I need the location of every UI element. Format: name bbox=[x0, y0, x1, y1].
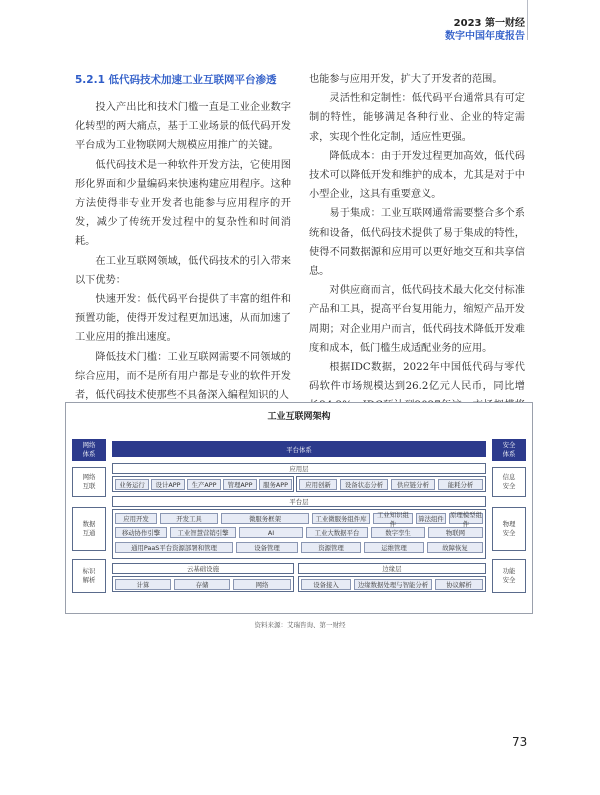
paragraph: 降低技术门槛：工业互联网需要不同领域的综合应用，而不是所有用户都是专业的软件开发者，低代码技术使那些不具备深入编程知识的人 bbox=[75, 351, 291, 402]
platform-item: 移动协作引擎 bbox=[115, 527, 167, 538]
platform-item: 设备管理 bbox=[236, 542, 298, 553]
platform-item: 原理模型组件 bbox=[450, 510, 482, 528]
app-item: 应用创新 bbox=[299, 479, 337, 490]
app-item: 供应链分析 bbox=[391, 479, 435, 490]
platform-item: 微服务框架 bbox=[221, 513, 309, 524]
cloud-item: 存储 bbox=[174, 579, 230, 590]
platform-item: 算法组件 bbox=[416, 513, 446, 524]
paragraph: 在工业互联网领域，低代码技术的引入带来以下优势： bbox=[75, 255, 291, 286]
side-label-identifier: 标识 解析 bbox=[72, 559, 106, 593]
platform-system-bar: 平台体系 bbox=[112, 441, 486, 457]
platform-item: 工业知识组件 bbox=[373, 513, 413, 524]
app-item: 设计APP bbox=[151, 479, 185, 490]
app-item: 服务APP bbox=[259, 479, 292, 490]
paragraph: 降低成本：由于开发过程更加高效，低代码技术可以降低开发和维护的成本，尤其是对于中小型企业，这具有重要意义。 bbox=[309, 150, 525, 201]
paragraph: 对供应商而言，低代码技术最大化交付标准产品和工具，提高平台复用能力，缩短产品开发周期；对企业用户而言，低代码技术降低开发难度和成本，低门槛生成适配业务的应用。 bbox=[309, 285, 525, 354]
source-note: 资料来源：艾瑞咨询、第一财经 bbox=[254, 621, 346, 629]
platform-item: 物联网 bbox=[428, 527, 483, 538]
platform-item: 数字孪生 bbox=[371, 527, 425, 538]
app-item: 管理APP bbox=[223, 479, 257, 490]
app-item: 设备状态分析 bbox=[340, 479, 388, 490]
platform-item: 工业大数据平台 bbox=[306, 527, 368, 538]
edge-layer-label: 边缘层 bbox=[298, 563, 486, 574]
platform-item: 通用PaaS平台资源部署和管理 bbox=[115, 542, 233, 553]
edge-item: 边缘数据处理与智能分析 bbox=[354, 579, 432, 590]
app-layer-label: 应用层 bbox=[112, 463, 486, 474]
left-column bbox=[75, 70, 291, 405]
platform-item: 运维管理 bbox=[364, 542, 424, 553]
paragraph: 投入产出比和技术门槛一直是工业企业数字化转型的两大痛点，基于工业场景的低代码开发平台成为工业物联网大规模应用推广的关键。 bbox=[75, 102, 291, 152]
platform-item: 应用开发 bbox=[115, 513, 157, 524]
cloud-item: 网络 bbox=[233, 579, 291, 590]
header-title: 2023 第一财经 bbox=[453, 18, 525, 29]
section-title: 5.2.1 低代码技术加速工业互联网平台渗透 bbox=[75, 74, 277, 86]
page-number: 73 bbox=[512, 735, 528, 749]
platform-item: AI bbox=[239, 527, 303, 538]
side-label-info-security: 信息 安全 bbox=[492, 467, 526, 497]
paragraph: 根据IDC数据，2022年中国低代码与零代码软件市场规模达到26.2亿元人民币，同比增 bbox=[309, 362, 525, 393]
paragraph: 低代码技术是一种软件开发方法，它使用图形化界面和少量编码来快速构建应用程序。这种方法使得非专业开发者也能参与应用程序的开发，减少了传统开发过程中的复杂性和时间消耗。 bbox=[75, 159, 291, 248]
side-label-functional-security: 功能 安全 bbox=[492, 559, 526, 593]
side-label-security-system: 安全 体系 bbox=[492, 439, 526, 461]
platform-item: 工业微服务组件库 bbox=[312, 513, 370, 524]
right-column bbox=[309, 70, 525, 454]
side-label-physical-security: 物理 安全 bbox=[492, 507, 526, 551]
platform-item: 资源管理 bbox=[301, 542, 361, 553]
diagram-title: 工业互联网架构 bbox=[267, 412, 331, 422]
side-label-network-system: 网络 体系 bbox=[72, 439, 106, 461]
platform-item: 工业智慧营销引擎 bbox=[170, 527, 236, 538]
app-item: 能耗分析 bbox=[438, 479, 483, 490]
header-divider bbox=[527, 0, 528, 40]
app-item: 业务运行 bbox=[115, 479, 149, 490]
paragraph: 快速开发：低代码平台提供了丰富的组件和预置功能，使得开发过程更加迅速，从而加速了工业应用的推出速度。 bbox=[75, 294, 291, 344]
paragraph: 灵活性和定制性：低代码平台通常具有可定制的特性，能够满足各种行业、企业的特定需求，实现个性化定制，适应性更强。 bbox=[309, 93, 525, 143]
side-label-data-interop: 数据 互通 bbox=[72, 507, 106, 551]
platform-item: 开发工具 bbox=[160, 513, 218, 524]
side-label-network-interconnect: 网络 互联 bbox=[72, 467, 106, 497]
edge-item: 设备接入 bbox=[301, 579, 351, 590]
header-subtitle: 数字中国年度报告 bbox=[445, 31, 525, 42]
app-item: 生产APP bbox=[187, 479, 221, 490]
architecture-diagram bbox=[65, 402, 533, 614]
cloud-layer-label: 云基础设施 bbox=[112, 563, 294, 574]
platform-layer-label: 平台层 bbox=[112, 496, 486, 507]
platform-item: 故障恢复 bbox=[427, 542, 483, 553]
paragraph: 易于集成：工业互联网通常需要整合多个系统和设备，低代码技术提供了易于集成的特性，使得不同数据源和应用可以更好地交互和共享信息。 bbox=[309, 208, 525, 278]
cloud-item: 计算 bbox=[115, 579, 171, 590]
edge-item: 协议解析 bbox=[435, 579, 483, 590]
paragraph: 也能参与应用开发，扩大了开发者的范围。 bbox=[309, 74, 503, 85]
